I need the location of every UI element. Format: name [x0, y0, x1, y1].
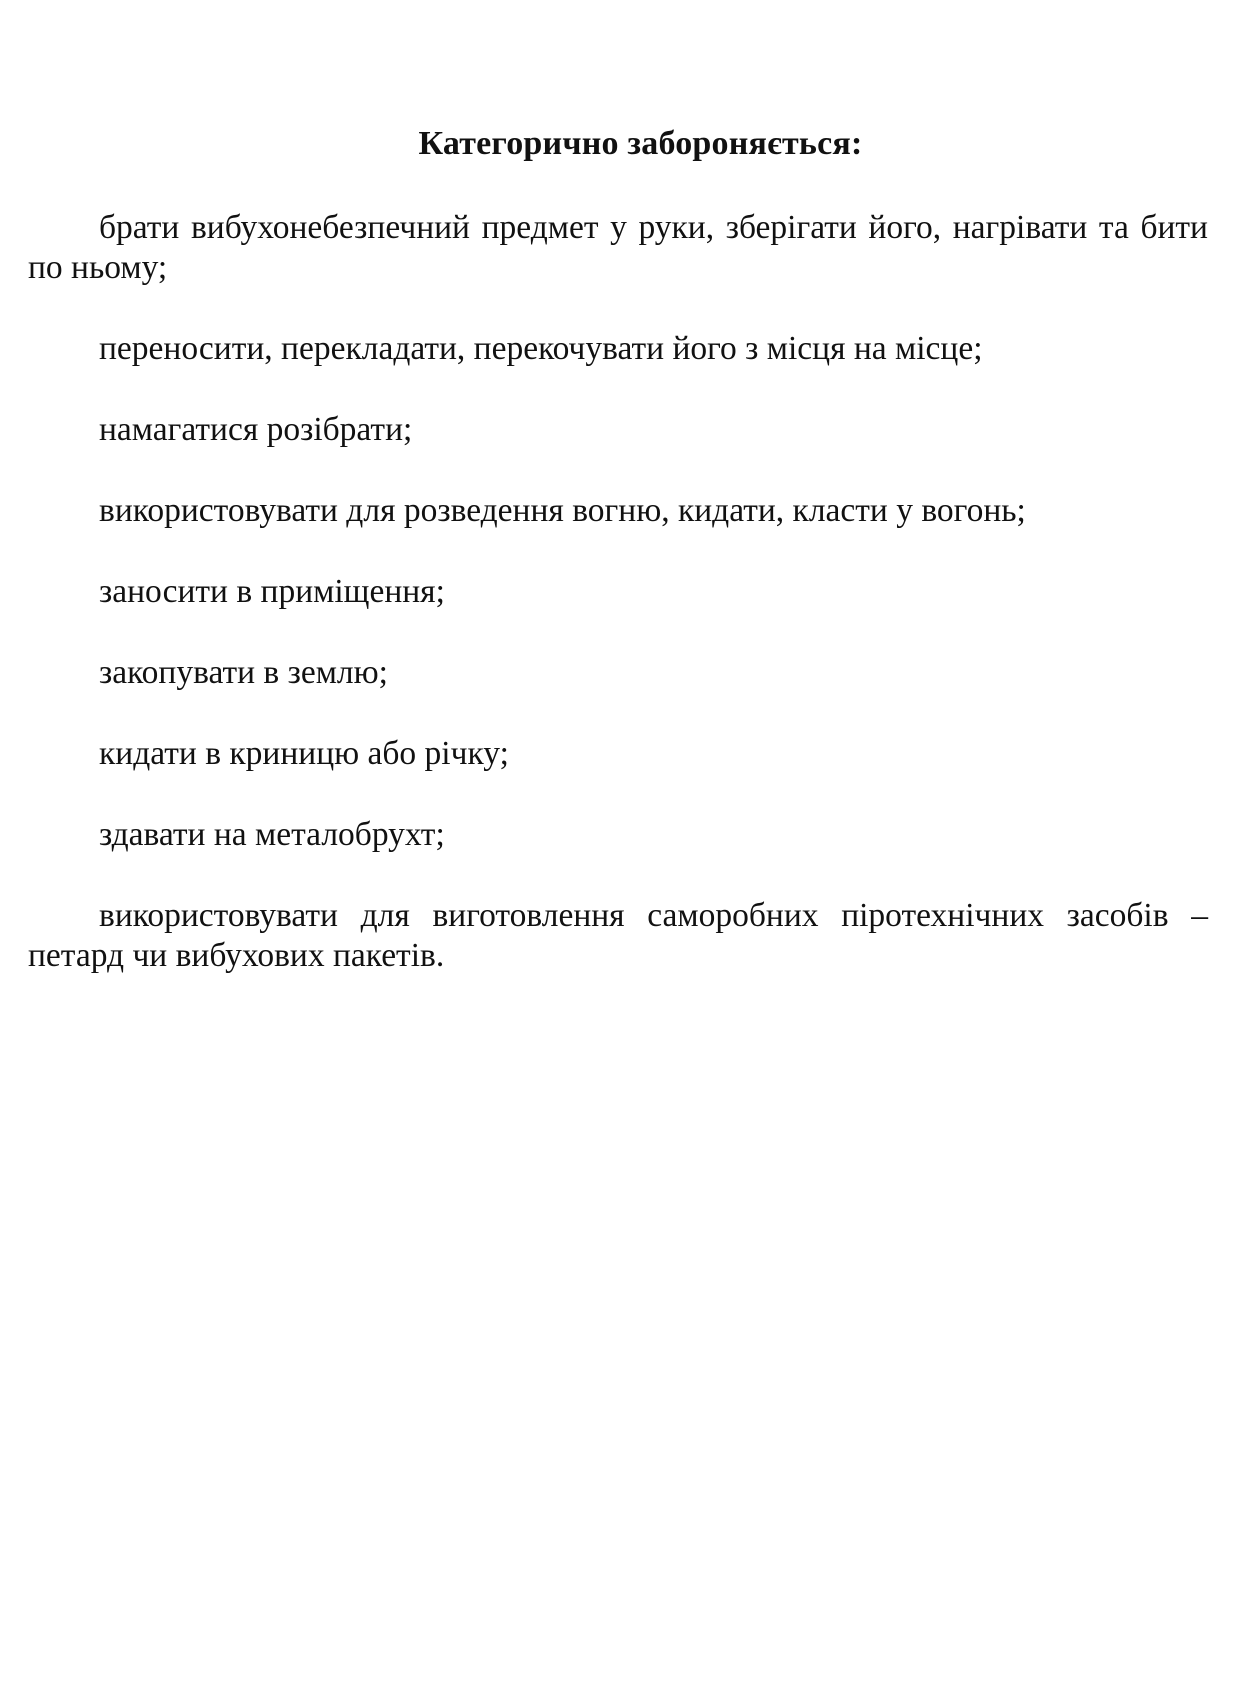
prohibition-item-2: переносити, перекладати, перекочувати його з місця на місце; [99, 330, 983, 367]
prohibition-item-5: заносити в приміщення; [99, 573, 445, 610]
prohibition-item-7: кидати в криницю або річку; [99, 735, 509, 772]
prohibition-item-3: намагатися розібрати; [99, 411, 413, 448]
prohibition-item-1: брати вибухонебезпечний предмет у руки, зберігати його, нагрівати та бити по ньому; [28, 209, 1208, 286]
prohibition-item-9: використовувати для виготовлення саморобних піротехнічних засобів – петард чи вибухових пакетів. [28, 897, 1208, 974]
prohibition-list [28, 208, 1208, 1017]
prohibition-item-8: здавати на металобрухт; [99, 816, 445, 853]
prohibition-item-6: закопувати в землю; [99, 654, 388, 691]
prohibition-item-4: використовувати для розведення вогню, кидати, класти у вогонь; [99, 492, 1026, 529]
document-heading: Категорично забороняється: [418, 125, 863, 162]
